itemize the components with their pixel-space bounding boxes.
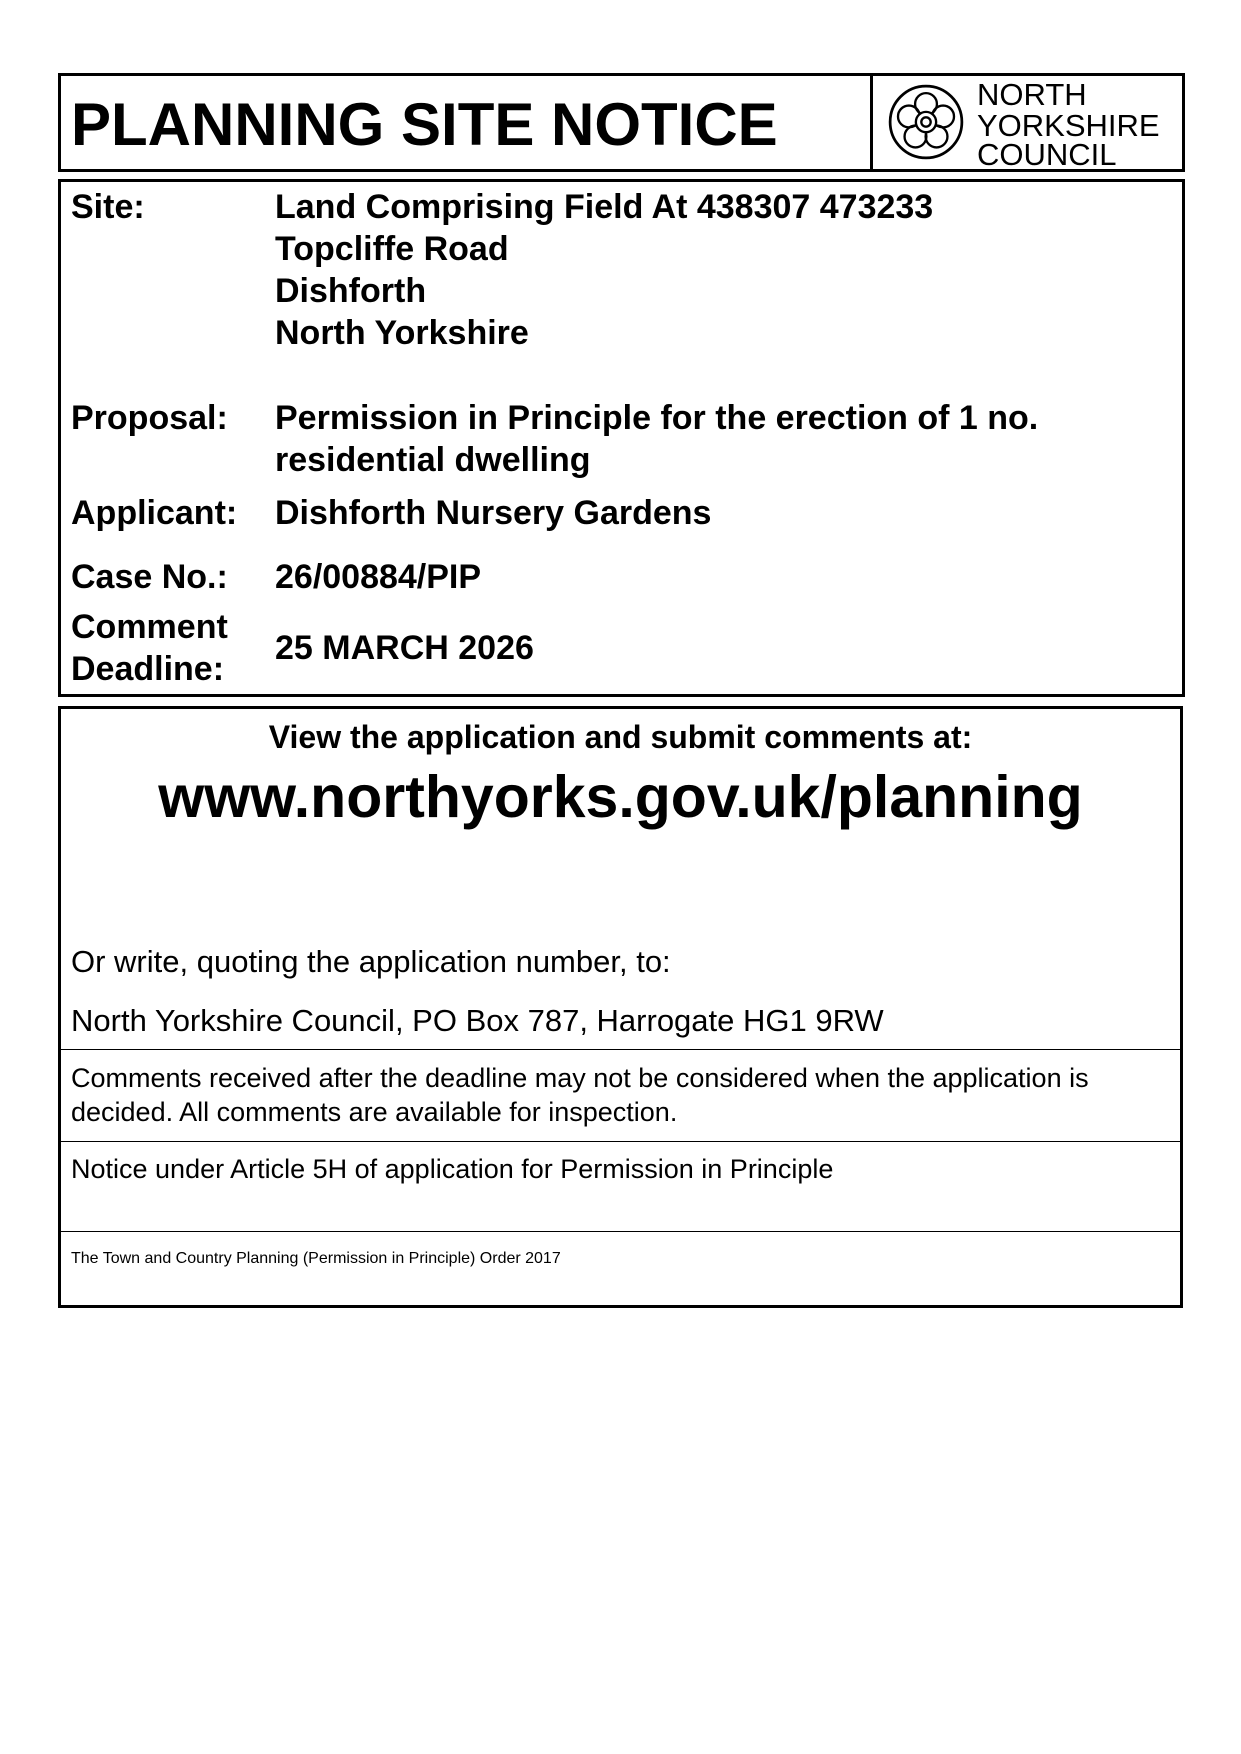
site-line-2: Topcliffe Road: [275, 230, 509, 268]
site-label: Site:: [71, 188, 145, 226]
applicant-value: Dishforth Nursery Gardens: [275, 494, 712, 532]
case-number-label: Case No.:: [71, 558, 228, 596]
postal-address: North Yorkshire Council, PO Box 787, Harrogate HG1 9RW: [71, 1003, 884, 1038]
site-line-1: Land Comprising Field At 438307 473233: [275, 188, 934, 226]
deadline-value: 25 MARCH 2026: [275, 629, 534, 667]
logo-text-yorkshire: YORKSHIRE: [977, 108, 1160, 143]
deadline-label-line-2: Deadline:: [71, 650, 225, 688]
divider: [61, 1141, 1180, 1142]
late-comments-line-1: Comments received after the deadline may not be considered when the application is: [71, 1063, 1089, 1093]
notice-article: Notice under Article 5H of application for Permission in Principle: [71, 1154, 834, 1184]
site-line-3: Dishforth: [275, 272, 427, 310]
logo-text-north: NORTH: [977, 77, 1087, 112]
planning-url: www.northyorks.gov.uk/planning: [158, 764, 1083, 830]
divider: [61, 1049, 1180, 1050]
proposal-label: Proposal:: [71, 399, 228, 437]
late-comments-note: [71, 1061, 1089, 1129]
proposal-line-2: residential dwelling: [275, 441, 591, 479]
write-instruction: Or write, quoting the application number, to:: [71, 944, 671, 979]
details-box: [58, 179, 1185, 697]
late-comments-line-2: decided. All comments are available for inspection.: [71, 1097, 678, 1127]
header-box: [58, 73, 1185, 172]
legislation-reference: The Town and Country Planning (Permission in Principle) Order 2017: [71, 1250, 561, 1267]
info-box: [58, 706, 1183, 1308]
logo-text-council: COUNCIL: [977, 137, 1117, 172]
applicant-label: Applicant:: [71, 494, 238, 532]
proposal-line-1: Permission in Principle for the erection of 1 no.: [275, 399, 1039, 437]
council-logo: [870, 73, 1188, 172]
divider: [61, 1231, 1180, 1232]
case-number-value: 26/00884/PIP: [275, 558, 482, 596]
yorkshire-rose-icon: [887, 83, 965, 161]
view-heading: View the application and submit comments at:: [268, 719, 973, 755]
page-title: PLANNING SITE NOTICE: [71, 91, 778, 158]
site-line-4: North Yorkshire: [275, 314, 529, 352]
deadline-label-line-1: Comment: [71, 608, 228, 646]
